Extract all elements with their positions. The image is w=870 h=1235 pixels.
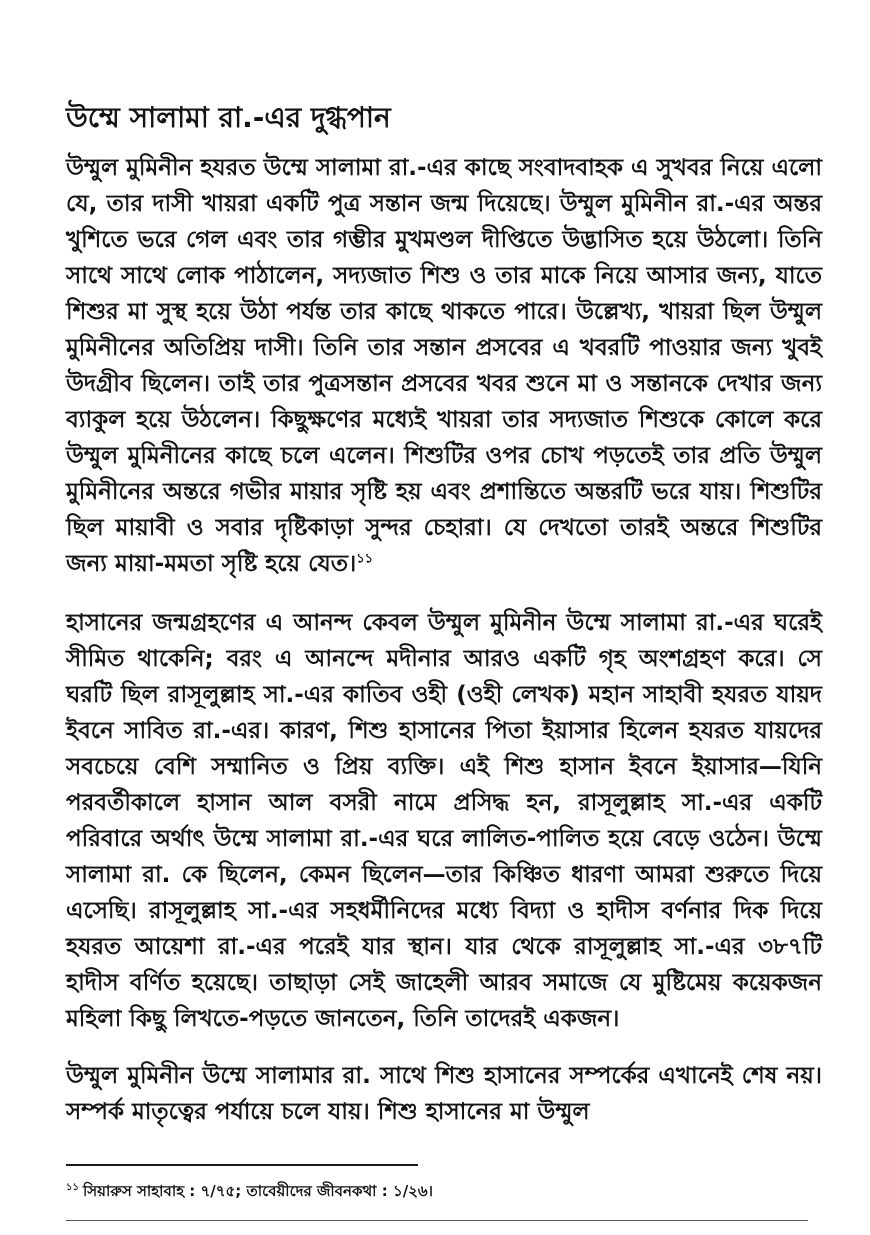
footnote-number: ১১ [66, 1182, 79, 1193]
footnote-reference[interactable]: ১১ [356, 551, 374, 567]
paragraph-text: উম্মুল মুমিনীন উম্মে সালামার রা. সাথে শিশু হাসানের সম্পর্কের এখানেই শেষ নয়। সম্পর্ক মাতৃত্বের পর্যায়ে চলে যায়। শিশু হাসানের মা উম্মুল [66, 1063, 822, 1125]
footnote-text: সিয়ারুস সাহাবাহ : ৭/৭৫; তাবেয়ীদের জীবনকথা : ১/২৬। [82, 1182, 434, 1200]
footnote [66, 1176, 433, 1203]
footnote-divider [66, 1164, 418, 1166]
chapter-heading: উম্মে সালামা রা.-এর দুগ্ধপান [66, 101, 391, 134]
paragraph [66, 150, 822, 582]
page-bottom-rule [66, 1220, 808, 1221]
paragraph-text: উম্মুল মুমিনীন হযরত উম্মে সালামা রা.-এর কাছে সংবাদবাহক এ সুখবর নিয়ে এলো যে, তার দাসী খায়রা একটি পুত্র সন্তান জন্ম দিয়েছে। উম্মুল মুমিনীন রা.-এর অন্তর খুশিতে ভরে গেল এবং তার গম্ভীর মুখমণ্ডল দীপ্তিতে উদ্ভাসিত হয়ে উঠলো। তিনি সাথে সাথে লোক পাঠালেন, সদ্যজাত শিশু ও তার মাকে নিয়ে আসার জন্য, যাতে শিশুর মা সুস্থ হয়ে উঠা পর্যন্ত তার কাছে থাকতে পারে। উল্লেখ্য, খায়রা ছিল উম্মুল মুমিনীনের অতিপ্রিয় দাসী। তিনি তার সন্তান প্রসবের এ খবরটি পাওয়ার জন্য খুবই উদগ্রীব ছিলেন। তাই তার পুত্রসন্তান প্রসবের খবর শুনে মা ও সন্তানকে দেখার জন্য ব্যাকুল হয়ে উঠলেন। কিছুক্ষণের মধ্যেই খায়রা তার সদ্যজাত শিশুকে কোলে করে উম্মুল মুমিনীনের কাছে চলে এলেন। শিশুটির ওপর চোখ পড়তেই তার প্রতি উম্মুল মুমিনীনের অন্তরে গভীর মায়ার সৃষ্টি হয় এবং প্রশান্তিতে অন্তরটি ভরে যায়। শিশুটির ছিল মায়াবী ও সবার দৃষ্টিকাড়া সুন্দর চেহারা। যে দেখতো তারই অন্তরে শিশুটির জন্য মায়া-মমতা সৃষ্টি হয়ে যেত। [66, 155, 822, 577]
paragraph [66, 605, 822, 1037]
paragraph-text: হাসানের জন্মগ্রহণের এ আনন্দ কেবল উম্মুল মুমিনীন উম্মে সালামা রা.-এর ঘরেই সীমিত থাকেনি; বরং এ আনন্দে মদীনার আরও একটি গৃহ অংশগ্রহণ করে। সে ঘরটি ছিল রাসূলুল্লাহ সা.-এর কাতিব ওহী (ওহী লেখক) মহান সাহাবী হযরত যায়দ ইবনে সাবিত রা.-এর। কারণ, শিশু হাসানের পিতা ইয়াসার হিলেন হযরত যায়দের সবচেয়ে বেশি সম্মানিত ও প্রিয় ব্যক্তি। এই শিশু হাসান ইবনে ইয়াসার—যিনি পরবর্তীকালে হাসান আল বসরী নামে প্রসিদ্ধ হন, রাসূলুল্লাহ সা.-এর একটি পরিবারে অর্থাৎ উম্মে সালামা রা.-এর ঘরে লালিত-পালিত হয়ে বেড়ে ওঠেন। উম্মে সালামা রা. কে ছিলেন, কেমন ছিলেন—তার কিঞ্চিত ধারণা আমরা শুরুতে দিয়ে এসেছি। রাসূলুল্লাহ সা.-এর সহধর্মীনিদের মধ্যে বিদ্যা ও হাদীস বর্ণনার দিক দিয়ে হযরত আয়েশা রা.-এর পরেই যার স্থান। যার থেকে রাসূলুল্লাহ সা.-এর ৩৮৭টি হাদীস বর্ণিত হয়েছে। তাছাড়া সেই জাহেলী আরব সমাজে যে মুষ্টিমেয় কয়েকজন মহিলা কিছু লিখতে-পড়তে জানতেন, তিনি তাদেরই একজন। [66, 610, 822, 1032]
paragraph [66, 1058, 822, 1130]
